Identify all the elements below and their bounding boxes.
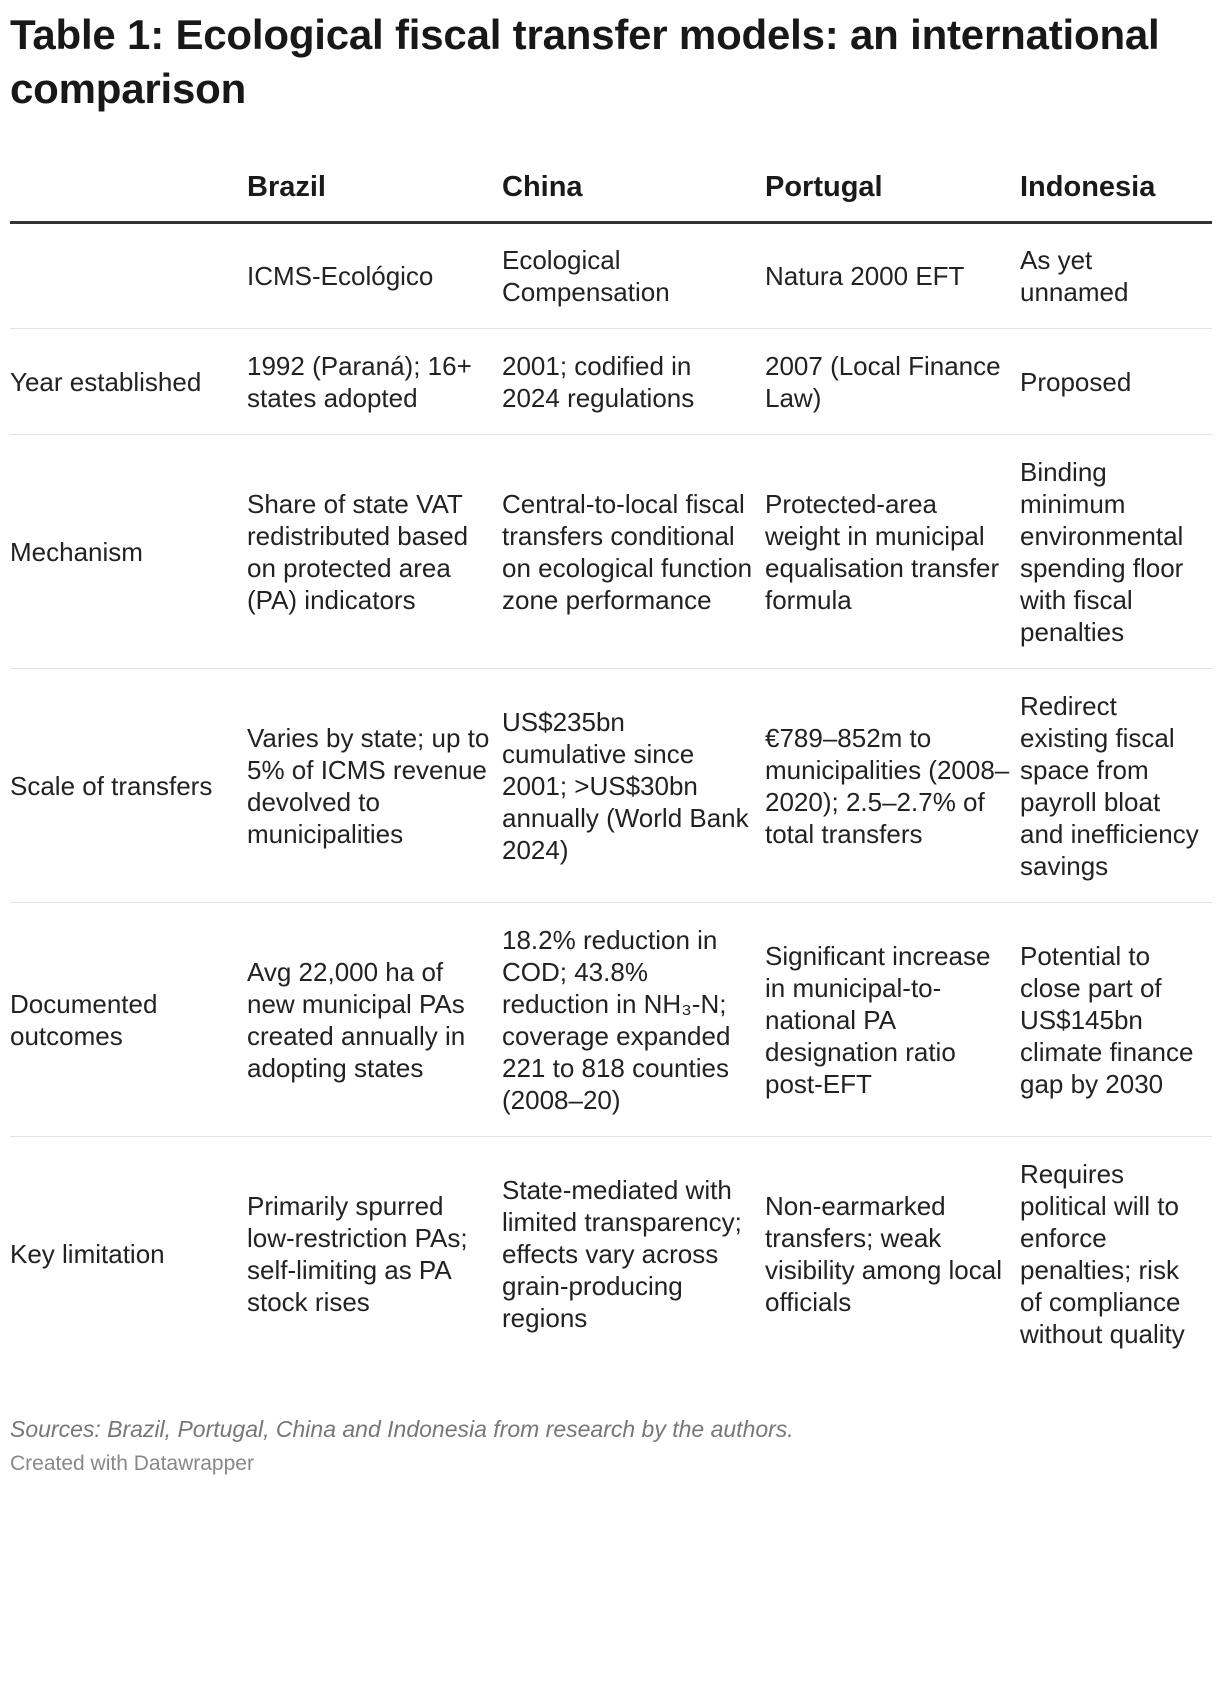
- comparison-table: [10, 171, 1212, 1370]
- table-row-model-name: [10, 223, 1212, 329]
- source-note: Sources: Brazil, Portugal, China and Indonesia from research by the authors.: [10, 1416, 794, 1442]
- header-cell-row-label: [10, 171, 247, 223]
- row-label: Key limitation: [10, 1239, 165, 1269]
- table-cell: ICMS-Ecológico: [247, 223, 502, 329]
- table-cell: 1992 (Paraná); 16+ states adopted: [247, 329, 502, 435]
- row-label: Documented outcomes: [10, 903, 247, 1137]
- row-label: Scale of transfers: [10, 669, 247, 903]
- table-cell: Central-to-local fiscal transfers conditional on ecological function zone performance: [502, 435, 765, 669]
- table-cell: Primarily spurred low-restriction PAs; self-limiting as PA stock rises: [247, 1191, 468, 1317]
- credit-line: Created with Datawrapper: [10, 1452, 254, 1475]
- table-cell: Binding minimum environmental spending floor with fiscal penalties: [1020, 435, 1212, 669]
- table-cell: As yet unnamed: [1020, 223, 1212, 329]
- row-label: Mechanism: [10, 435, 247, 669]
- table-row-year-established: [10, 329, 1212, 435]
- table-title: Table 1: Ecological fiscal transfer models: an international comparison: [10, 11, 1160, 112]
- table-cell: Varies by state; up to 5% of ICMS revenue devolved to municipalities: [247, 669, 502, 903]
- row-label: Year established: [10, 329, 247, 435]
- header-cell-indonesia: Indonesia: [1020, 171, 1212, 223]
- table-cell: US$235bn cumulative since 2001; >US$30bn annually (World Bank 2024): [502, 669, 765, 903]
- table-cell: Redirect existing fiscal space from payroll bloat and inefficiency savings: [1020, 669, 1212, 903]
- table-cell: 2007 (Local Finance Law): [765, 329, 1020, 435]
- row-label: [10, 223, 247, 329]
- table-row-key-limitation: [10, 1137, 1212, 1371]
- table-cell: Natura 2000 EFT: [765, 223, 1020, 329]
- table-cell: State-mediated with limited transparency; effects vary across grain-producing regions: [502, 1175, 742, 1333]
- table-cell: Protected-area weight in municipal equalisation transfer formula: [765, 435, 1020, 669]
- table-row-mechanism: [10, 435, 1212, 669]
- table-cell: Potential to close part of US$145bn climate finance gap by 2030: [1020, 903, 1212, 1137]
- header-row: [10, 171, 1212, 223]
- table-cell: 18.2% reduction in COD; 43.8% reduction in NH₃-N; coverage expanded 221 to 818 counties (2008–20): [502, 903, 765, 1137]
- table-cell: Avg 22,000 ha of new municipal PAs created annually in adopting states: [247, 903, 502, 1137]
- table-cell: Ecological Compensation: [502, 223, 765, 329]
- table-row-scale-of-transfers: [10, 669, 1212, 903]
- table-cell: Proposed: [1020, 329, 1212, 435]
- table-cell: €789–852m to municipalities (2008–2020); 2.5–2.7% of total transfers: [765, 669, 1020, 903]
- table-cell: 2001; codified in 2024 regulations: [502, 329, 765, 435]
- table-cell: Significant increase in municipal-to-national PA designation ratio post-EFT: [765, 903, 1020, 1137]
- table-row-documented-outcomes: [10, 903, 1212, 1137]
- table-cell: Requires political will to enforce penalties; risk of compliance without quality: [1020, 1159, 1185, 1349]
- header-cell-brazil: Brazil: [247, 171, 502, 223]
- table-cell: Share of state VAT redistributed based on protected area (PA) indicators: [247, 435, 502, 669]
- header-cell-china: China: [502, 171, 765, 223]
- table-cell: Non-earmarked transfers; weak visibility among local officials: [765, 1191, 1002, 1317]
- header-cell-portugal: Portugal: [765, 171, 1020, 223]
